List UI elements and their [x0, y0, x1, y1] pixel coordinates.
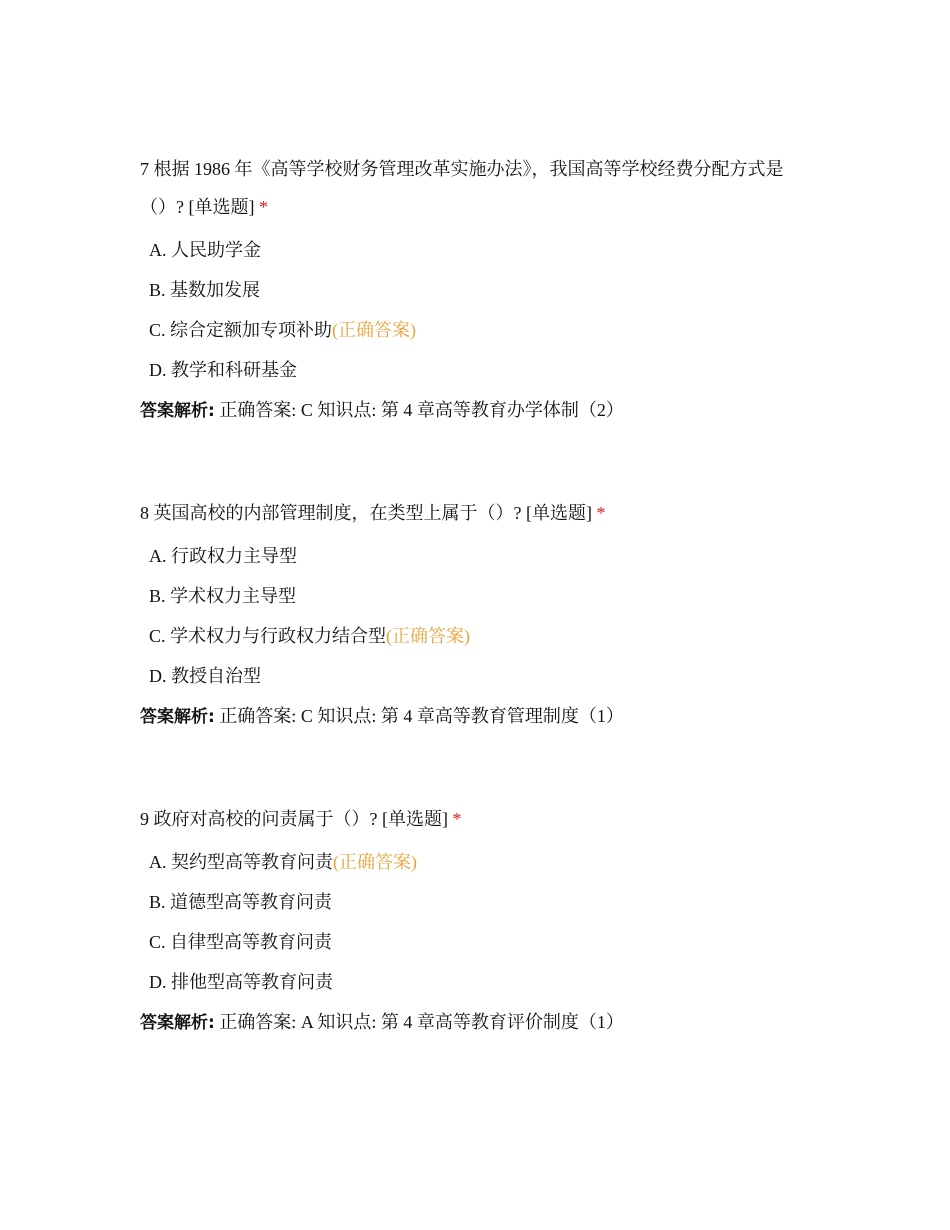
option-list — [140, 842, 810, 1002]
option-label: A. 行政权力主导型 — [149, 546, 297, 566]
option-label: D. 排他型高等教育问责 — [149, 972, 333, 992]
required-star: * — [596, 503, 606, 523]
answer-analysis — [140, 1002, 810, 1042]
analysis-label: 答案解析: — [140, 401, 215, 421]
option-c[interactable] — [140, 922, 810, 962]
question-text: 7 根据 1986 年《高等学校财务管理改革实施办法》，我国高等学校经费分配方式是（）? [单选题] — [140, 159, 784, 217]
correct-answer-mark: (正确答案) — [332, 320, 417, 340]
question-title — [140, 800, 810, 838]
answer-analysis — [140, 390, 810, 430]
option-label: B. 基数加发展 — [149, 280, 261, 300]
option-label: D. 教学和科研基金 — [149, 360, 297, 380]
option-a[interactable] — [140, 230, 810, 270]
option-list — [140, 230, 810, 390]
option-c[interactable] — [140, 310, 810, 350]
option-c[interactable] — [140, 616, 810, 656]
analysis-label: 答案解析: — [140, 707, 215, 727]
option-label: D. 教授自治型 — [149, 666, 261, 686]
option-list — [140, 536, 810, 696]
option-label: B. 学术权力主导型 — [149, 586, 297, 606]
answer-analysis — [140, 696, 810, 736]
question-text: 8 英国高校的内部管理制度，在类型上属于（）? [单选题] — [140, 503, 592, 523]
question-title — [140, 494, 810, 532]
quiz-document — [140, 150, 810, 1042]
option-label: B. 道德型高等教育问责 — [149, 892, 333, 912]
correct-answer-mark: (正确答案) — [333, 852, 417, 872]
option-d[interactable] — [140, 962, 810, 1002]
question-title — [140, 150, 810, 226]
required-star: * — [452, 809, 462, 829]
question-text: 9 政府对高校的问责属于（）? [单选题] — [140, 809, 448, 829]
option-d[interactable] — [140, 350, 810, 390]
required-star: * — [258, 197, 268, 217]
analysis-text: 正确答案: A 知识点: 第 4 章高等教育评价制度（1） — [219, 1012, 624, 1032]
analysis-label: 答案解析: — [140, 1013, 215, 1033]
option-b[interactable] — [140, 576, 810, 616]
option-d[interactable] — [140, 656, 810, 696]
question-9 — [140, 800, 810, 1042]
option-a[interactable] — [140, 842, 810, 882]
option-label: C. 综合定额加专项补助 — [149, 320, 333, 340]
analysis-text: 正确答案: C 知识点: 第 4 章高等教育管理制度（1） — [219, 706, 624, 726]
question-7 — [140, 150, 810, 430]
correct-answer-mark: (正确答案) — [386, 626, 471, 646]
option-label: C. 学术权力与行政权力结合型 — [149, 626, 387, 646]
option-b[interactable] — [140, 270, 810, 310]
analysis-text: 正确答案: C 知识点: 第 4 章高等教育办学体制（2） — [219, 400, 624, 420]
option-label: C. 自律型高等教育问责 — [149, 932, 333, 952]
option-label: A. 人民助学金 — [149, 240, 261, 260]
question-8 — [140, 494, 810, 736]
option-b[interactable] — [140, 882, 810, 922]
option-label: A. 契约型高等教育问责 — [149, 852, 333, 872]
option-a[interactable] — [140, 536, 810, 576]
